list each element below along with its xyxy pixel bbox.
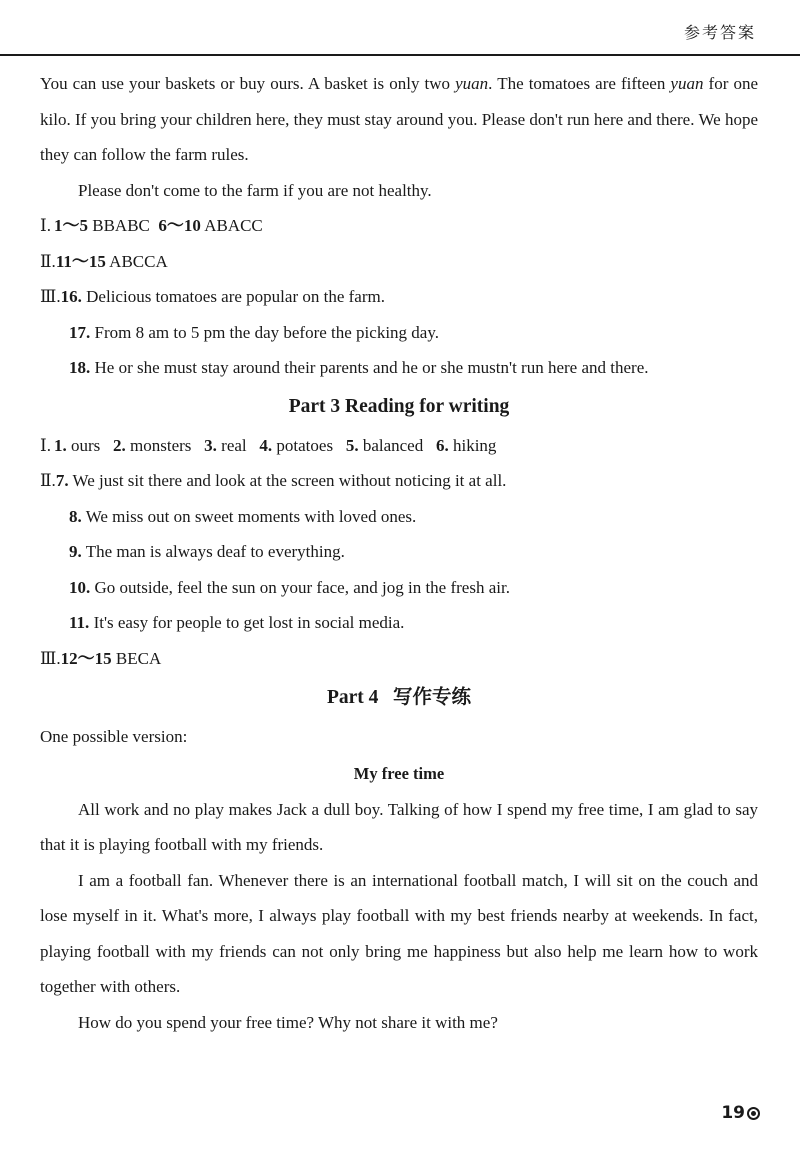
- roman-numeral: Ⅰ.: [40, 435, 51, 455]
- question-range: 11～15: [55, 251, 106, 271]
- question-number: 7.: [55, 471, 69, 490]
- essay-title: My free time: [353, 763, 445, 783]
- answer-text: We miss out on sweet moments with loved ones.: [81, 506, 417, 526]
- answer-part3-I: [40, 428, 758, 464]
- question-number: 18.: [69, 358, 91, 377]
- answer-word: potatoes: [272, 435, 334, 455]
- answer-word: balanced: [358, 435, 424, 455]
- essay-paragraph-1: All work and no play makes Jack a dull boy. Talking of how I spend my free time, I am glad to say that it is playing football with my friends.: [40, 799, 758, 854]
- answer-text: We just sit there and look at the screen without noticing it at all.: [68, 471, 507, 490]
- answer-text: Go outside, feel the sun on your face, and jog in the fresh air.: [90, 577, 510, 597]
- answer-part3-II-7: [40, 463, 758, 499]
- answer-part3-II-11: [40, 605, 758, 641]
- answer-III-16: [40, 279, 758, 315]
- answer-word: hiking: [448, 435, 497, 455]
- answer-text: From 8 am to 5 pm the day before the picking day.: [90, 322, 439, 342]
- page-content: [40, 66, 758, 1040]
- heading-zh: 写作专练: [393, 685, 472, 708]
- answer-text: The man is always deaf to everything.: [81, 542, 345, 561]
- roman-numeral: Ⅰ.: [40, 216, 51, 235]
- answer-I: [40, 208, 758, 244]
- answer-word: ours: [66, 435, 101, 455]
- page-header-title: 参考答案: [683, 23, 756, 42]
- question-range: 12～15: [60, 648, 112, 668]
- answer-part3-III: [40, 641, 758, 677]
- roman-numeral: Ⅲ.: [40, 648, 61, 668]
- question-number: 9.: [69, 542, 82, 561]
- question-number: 5.: [345, 435, 359, 455]
- question-number: 16.: [60, 287, 82, 306]
- answer-text: He or she must stay around their parents and he or she mustn't run here and there.: [90, 358, 649, 377]
- question-range: 1～5: [54, 216, 88, 235]
- text-run: . The tomatoes are fifteen: [488, 74, 671, 93]
- answer-III-18: [40, 350, 758, 386]
- answer-III-17: [40, 315, 758, 351]
- roman-numeral: Ⅱ.: [40, 251, 56, 271]
- question-range: 6～10: [158, 216, 201, 235]
- gear-icon: [747, 1107, 760, 1120]
- question-number: 6.: [435, 435, 449, 455]
- answer-letters: ABACC: [200, 216, 263, 235]
- reading-paragraph-2: Please don't come to the farm if you are not healthy.: [78, 180, 432, 200]
- section-heading-part3: Part 3 Reading for writing: [288, 395, 510, 417]
- question-number: 2.: [113, 435, 126, 455]
- heading-en: Part 4: [326, 687, 394, 708]
- question-number: 1.: [54, 435, 67, 455]
- roman-numeral: Ⅱ.: [40, 471, 56, 490]
- header-rule: [0, 54, 800, 56]
- reading-paragraph-1: [40, 66, 758, 173]
- italic-yuan: yuan: [455, 74, 489, 93]
- answer-letters: ABCCA: [105, 251, 168, 271]
- section-heading-part4: [40, 680, 758, 715]
- answer-part3-II-8: [40, 499, 758, 535]
- answer-text: It's easy for people to get lost in social media.: [89, 613, 405, 632]
- essay-intro: One possible version:: [40, 727, 188, 746]
- question-number: 3.: [204, 435, 217, 455]
- text-run: You can use your baskets or buy ours. A basket is only two: [40, 74, 456, 93]
- essay-paragraph-2: I am a football fan. Whenever there is an international football match, I will sit on the couch and lose myself in it. What's more, I always play football with my best friends nearby at weekends. In fact, playing football with my friends can not only bring me happiness but also help me learn how to work together with others.: [40, 870, 758, 996]
- question-number: 17.: [69, 322, 91, 342]
- answer-letters: BBABC: [88, 216, 150, 235]
- roman-numeral: Ⅲ.: [40, 287, 61, 306]
- answer-part3-II-9: [40, 534, 758, 570]
- answer-text: Delicious tomatoes are popular on the farm.: [81, 287, 385, 306]
- essay-paragraph-3: How do you spend your free time? Why not share it with me?: [78, 1012, 498, 1032]
- answer-letters: BECA: [111, 648, 162, 668]
- answer-word: monsters: [125, 435, 192, 455]
- italic-yuan: yuan: [670, 74, 704, 93]
- question-number: 11.: [69, 613, 90, 632]
- question-number: 10.: [69, 577, 91, 597]
- question-number: 8.: [69, 506, 82, 526]
- text-run: for one kilo. If you bring your children here, they must stay around you. Please don't run here and there. We hope they can follow the farm rules.: [40, 74, 758, 164]
- question-number: 4.: [259, 435, 273, 455]
- page-number-text: 19: [721, 1103, 745, 1123]
- answer-part3-II-10: [40, 570, 758, 606]
- answer-II: [40, 244, 758, 280]
- answer-word: real: [216, 435, 247, 455]
- page-number: [721, 1103, 760, 1123]
